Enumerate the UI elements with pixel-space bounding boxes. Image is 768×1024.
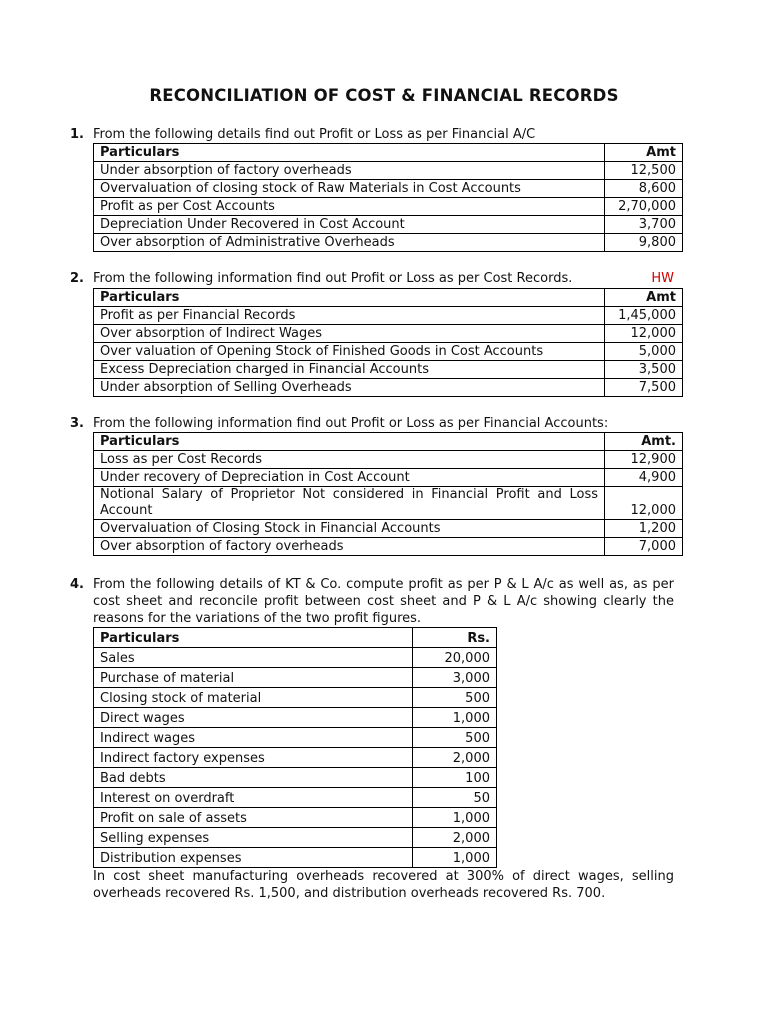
table-row [94, 162, 683, 180]
table-row [94, 234, 683, 252]
table-q3 [93, 432, 683, 556]
table-row [94, 307, 683, 325]
cell-amount: 7,500 [605, 379, 683, 397]
column-header-amount: Amt [605, 144, 683, 162]
table-row [94, 848, 497, 868]
table-row [94, 828, 497, 848]
table-row [94, 487, 683, 520]
table-row [94, 768, 497, 788]
cell-amount: 500 [413, 688, 497, 708]
table-row [94, 343, 683, 361]
question-3 [58, 415, 674, 432]
hw-tag: HW [651, 271, 674, 286]
cell-particular: Closing stock of material [94, 688, 413, 708]
cell-particular: Indirect wages [94, 728, 413, 748]
column-header-particulars: Particulars [94, 289, 605, 307]
cell-amount: 50 [413, 788, 497, 808]
column-header-amount: Amt [605, 289, 683, 307]
table-q1 [93, 143, 683, 252]
cell-amount: 8,600 [605, 180, 683, 198]
table-row [94, 361, 683, 379]
question-number: 2. [70, 271, 84, 286]
question-text: From the following information find out Profit or Loss as per Financial Accounts: [93, 416, 609, 431]
cell-amount: 5,000 [605, 343, 683, 361]
cell-particular: Sales [94, 648, 413, 668]
cell-amount: 9,800 [605, 234, 683, 252]
cell-particular: Under absorption of Selling Overheads [94, 379, 605, 397]
table-row [94, 688, 497, 708]
cell-particular: Direct wages [94, 708, 413, 728]
cell-amount: 12,900 [605, 451, 683, 469]
cell-amount: 1,200 [605, 520, 683, 538]
table-row [94, 198, 683, 216]
question-4 [58, 576, 674, 627]
cell-particular: Overvaluation of Closing Stock in Financial Accounts [94, 520, 605, 538]
cell-amount: 12,500 [605, 162, 683, 180]
cell-particular: Over absorption of factory overheads [94, 538, 605, 556]
cell-particular: Excess Depreciation charged in Financial Accounts [94, 361, 605, 379]
cell-particular: Under recovery of Depreciation in Cost Account [94, 469, 605, 487]
table-row [94, 469, 683, 487]
table-header-row [94, 144, 683, 162]
table-row [94, 538, 683, 556]
question-2 [58, 270, 674, 287]
cell-particular: Under absorption of factory overheads [94, 162, 605, 180]
cell-particular: Indirect factory expenses [94, 748, 413, 768]
cell-amount: 1,000 [413, 708, 497, 728]
table-row [94, 451, 683, 469]
cell-particular: Profit as per Cost Accounts [94, 198, 605, 216]
table-row [94, 180, 683, 198]
question-number: 4. [70, 577, 84, 592]
cell-particular: Depreciation Under Recovered in Cost Account [94, 216, 605, 234]
question-4-note: In cost sheet manufacturing overheads recovered at 300% of direct wages, selling overheads recovered Rs. 1,500, and distribution overheads recovered Rs. 700. [93, 869, 674, 901]
cell-amount: 7,000 [605, 538, 683, 556]
table-q2 [93, 288, 683, 397]
cell-amount: 3,000 [413, 668, 497, 688]
cell-amount: 12,000 [605, 325, 683, 343]
table-q4 [93, 627, 497, 868]
table-row [94, 668, 497, 688]
column-header-particulars: Particulars [94, 433, 605, 451]
cell-amount: 2,70,000 [605, 198, 683, 216]
table-row [94, 648, 497, 668]
cell-particular: Overvaluation of closing stock of Raw Materials in Cost Accounts [94, 180, 605, 198]
table-row [94, 216, 683, 234]
cell-particular: Profit on sale of assets [94, 808, 413, 828]
cell-particular: Interest on overdraft [94, 788, 413, 808]
column-header-amount: Amt. [605, 433, 683, 451]
cell-amount: 1,000 [413, 808, 497, 828]
cell-particular: Selling expenses [94, 828, 413, 848]
question-1 [58, 126, 674, 143]
table-row [94, 708, 497, 728]
question-text: From the following details of KT & Co. compute profit as per P & L A/c as well as, as per cost sheet and reconcile profit between cost sheet and P & L A/c showing clearly the reasons for the variations of the two profit figures. [93, 577, 674, 626]
cell-particular: Notional Salary of Proprietor Not considered in Financial Profit and Loss Account [94, 487, 605, 520]
cell-particular: Over absorption of Indirect Wages [94, 325, 605, 343]
cell-particular: Over valuation of Opening Stock of Finished Goods in Cost Accounts [94, 343, 605, 361]
table-header-row [94, 289, 683, 307]
cell-amount: 20,000 [413, 648, 497, 668]
table-row [94, 788, 497, 808]
cell-amount: 12,000 [605, 487, 683, 520]
table-header-row [94, 433, 683, 451]
cell-particular: Loss as per Cost Records [94, 451, 605, 469]
cell-particular: Profit as per Financial Records [94, 307, 605, 325]
table-row [94, 728, 497, 748]
cell-amount: 500 [413, 728, 497, 748]
table-header-row [94, 628, 497, 648]
column-header-amount: Rs. [413, 628, 497, 648]
cell-amount: 3,700 [605, 216, 683, 234]
table-row [94, 808, 497, 828]
cell-amount: 100 [413, 768, 497, 788]
question-text: From the following details find out Profit or Loss as per Financial A/C [93, 127, 536, 142]
column-header-particulars: Particulars [94, 628, 413, 648]
cell-amount: 3,500 [605, 361, 683, 379]
question-number: 3. [70, 416, 84, 431]
table-row [94, 379, 683, 397]
cell-particular: Bad debts [94, 768, 413, 788]
question-number: 1. [70, 127, 84, 142]
page-title: RECONCILIATION OF COST & FINANCIAL RECORDS [149, 86, 619, 105]
table-row [94, 325, 683, 343]
cell-amount: 4,900 [605, 469, 683, 487]
cell-amount: 2,000 [413, 828, 497, 848]
cell-particular: Over absorption of Administrative Overheads [94, 234, 605, 252]
cell-amount: 2,000 [413, 748, 497, 768]
question-text: From the following information find out Profit or Loss as per Cost Records. [93, 271, 573, 286]
column-header-particulars: Particulars [94, 144, 605, 162]
cell-amount: 1,45,000 [605, 307, 683, 325]
table-row [94, 748, 497, 768]
table-row [94, 520, 683, 538]
cell-amount: 1,000 [413, 848, 497, 868]
cell-particular: Distribution expenses [94, 848, 413, 868]
cell-particular: Purchase of material [94, 668, 413, 688]
